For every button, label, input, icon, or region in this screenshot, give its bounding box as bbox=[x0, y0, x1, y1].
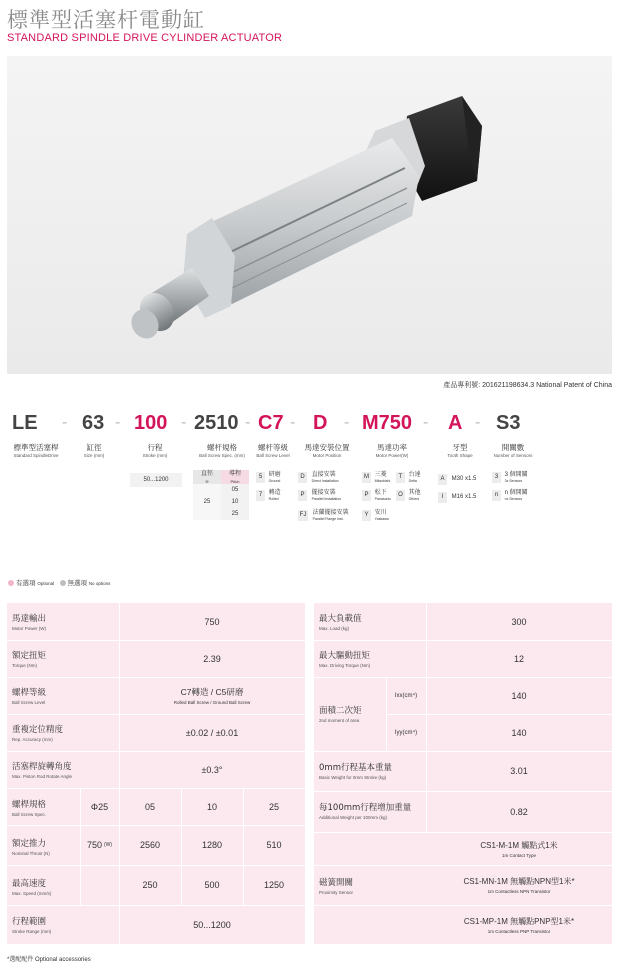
spec-table-left bbox=[7, 603, 305, 944]
seg-label-zh: 標準型活塞桿 bbox=[13, 443, 59, 452]
value-screw-level: C7轉造 / C5研磨 Rolled Ball Screw / Ground Ball Screw bbox=[173, 687, 251, 705]
code-dash: - bbox=[115, 414, 121, 431]
seg-label-en: Ball Screw Level bbox=[256, 453, 290, 458]
value-torque: 2.39 bbox=[203, 653, 221, 664]
screw-dia-value: 25 bbox=[193, 484, 221, 520]
seg-label-en: Size (mm) bbox=[83, 453, 105, 458]
motor-brand-option: Y 安川 Yaskawa bbox=[362, 510, 389, 522]
seg-label-zh: 馬達安裝位置 bbox=[304, 443, 350, 452]
label-moment: 面積二次矩 2nd moment of area bbox=[319, 706, 362, 723]
label-iyy: Iyy(cm⁴) bbox=[394, 729, 418, 736]
label-stroke-range: 行程範圍 Stroke Range (mm) bbox=[12, 917, 52, 934]
sensor-option: CS1-M-1M 觸點式1米 1m Contact Type bbox=[480, 840, 558, 858]
motor-position-option: P 擺接安裝 Parallel Installation bbox=[298, 490, 341, 502]
label-add-weight: 每100mm行程增加重量 Additional Weight per 100mm (kg) bbox=[319, 803, 412, 820]
code-sensors: S3 bbox=[496, 412, 521, 434]
screw-level-option: 7 轉造 Rolled bbox=[256, 490, 281, 502]
screw-dia-header: 直徑 Φ bbox=[193, 470, 221, 484]
label-screw-spec: 螺桿規格 Ball Screw Spec. bbox=[12, 800, 47, 817]
value-motor-power: 750 bbox=[204, 616, 220, 627]
code-screw-level: C7 bbox=[258, 412, 284, 434]
product-image bbox=[7, 56, 612, 374]
value-screw-pitch: 25 bbox=[268, 801, 279, 812]
label-accuracy: 重複定位精度 Rep. Accuracy (mm) bbox=[12, 725, 64, 742]
code-screw-spec bbox=[194, 412, 239, 435]
code-screw-spec-text: 2510 bbox=[194, 412, 239, 434]
label-max-torque: 最大驅動扭矩 Max. Driving Torque (Nm) bbox=[319, 651, 371, 668]
code-dash: - bbox=[245, 414, 251, 431]
tooth-option: I M16 x1.5 bbox=[438, 492, 476, 503]
value-basic-weight: 3.01 bbox=[510, 766, 528, 776]
optional-dot-icon bbox=[8, 580, 14, 586]
page-subtitle: STANDARD SPINDLE DRIVE CYLINDER ACTUATOR bbox=[7, 32, 283, 44]
label-max-load: 最大負載值 Max. Load (kg) bbox=[319, 614, 362, 631]
code-dash: - bbox=[475, 414, 481, 431]
value-screw-pitch: 05 bbox=[144, 801, 155, 812]
motor-position-option: D 直接安裝 Direct Installation bbox=[298, 472, 339, 484]
label-screw-level: 螺桿等級 Ball Screw Level bbox=[12, 688, 47, 705]
screw-level-option: 5 研磨 Ground bbox=[256, 472, 281, 484]
value-thrust: 2560 bbox=[139, 840, 161, 850]
value-rotate-angle: ±0.3° bbox=[201, 764, 223, 775]
value-speed: 500 bbox=[204, 880, 220, 890]
value-speed: 1250 bbox=[263, 880, 285, 890]
code-motor-power: M750 bbox=[362, 412, 413, 434]
tooth-option: A M30 x1.5 bbox=[438, 474, 476, 485]
value-ixx: 140 bbox=[511, 690, 527, 701]
code-stroke: 100 bbox=[134, 412, 168, 434]
seg-label-zh: 行程 bbox=[147, 443, 163, 452]
motor-brand-option: O 其他 Others bbox=[396, 490, 421, 502]
label-speed: 最高速度 Max. Speed (mm/s) bbox=[12, 879, 52, 896]
seg-label-en: Motor Power(W) bbox=[375, 453, 409, 458]
value-add-weight: 0.82 bbox=[510, 806, 528, 817]
value-max-load: 300 bbox=[511, 616, 527, 627]
value-max-torque: 12 bbox=[513, 653, 524, 664]
seg-label-en: Motor Position bbox=[312, 453, 342, 458]
footnote: *選配配件 Optional accessories bbox=[7, 957, 91, 963]
seg-label-en: Ball Screw Spec. (mm) bbox=[199, 453, 245, 458]
seg-label-en: Standard SpindleDrive bbox=[13, 453, 59, 458]
code-size: 63 bbox=[82, 412, 105, 434]
screw-pitch-values: 05 10 25 bbox=[221, 484, 249, 520]
screw-pitch-header: 導程 Pitch bbox=[221, 470, 249, 484]
code-dash: - bbox=[62, 414, 68, 431]
patent-number: 產品專利號: 201621198634.3 National Patent of China bbox=[443, 382, 612, 389]
seg-label-zh: 缸徑 bbox=[86, 443, 102, 452]
seg-label-zh: 開關數 bbox=[501, 443, 525, 452]
code-motor-position: D bbox=[313, 412, 328, 434]
code-tooth: A bbox=[448, 412, 463, 434]
label-thrust: 額定推力 Nominal Thrust (N) bbox=[12, 839, 50, 856]
value-screw-pitch: 10 bbox=[206, 801, 217, 812]
label-motor-power: 馬達輸出 Motor Power (W) bbox=[12, 614, 47, 631]
spec-table-right bbox=[314, 603, 612, 944]
value-stroke-range: 50...1200 bbox=[193, 919, 231, 930]
code-dash: - bbox=[344, 414, 350, 431]
seg-label-zh: 螺杆等級 bbox=[258, 443, 288, 452]
label-torque: 額定扭矩 Torque (Nm) bbox=[12, 651, 47, 668]
value-thrust-power: 750 (W) bbox=[86, 840, 113, 850]
sensor-option: CS1-MN-1M 無觸點NPN型1米* 1m Contactless NPN Transistor bbox=[463, 877, 575, 894]
label-rotate-angle: 活塞桿旋轉角度 Max. Piston Rod Rotate Angle bbox=[12, 762, 73, 779]
seg-label-en: Tooth Shape bbox=[447, 453, 473, 458]
seg-label-zh: 螺杆規格 bbox=[207, 443, 237, 452]
seg-label-en: Number of Sensors bbox=[493, 453, 533, 458]
seg-label-zh: 牙型 bbox=[452, 443, 468, 452]
options-legend: 有選項 Optional 無選項 No options bbox=[8, 578, 110, 587]
no-option-dot-icon bbox=[60, 580, 66, 586]
seg-label-zh: 馬達功率 bbox=[377, 443, 407, 452]
code-series: LE bbox=[12, 412, 38, 434]
motor-position-option: FJ 法蘭擺接安裝 Parallel Flange Inst. bbox=[299, 510, 349, 521]
sensor-count-option: 3 3 個開關 3x Sensors bbox=[492, 472, 528, 484]
motor-brand-option: T 台達 Delta bbox=[396, 472, 421, 484]
sensor-option: CS1-MP-1M 無觸點PNP型1米* 1m Contactless PNP Transistor bbox=[463, 916, 575, 934]
motor-brand-option: P 松下 Panasonic bbox=[362, 490, 391, 502]
value-thrust: 510 bbox=[266, 840, 282, 850]
value-thrust: 1280 bbox=[201, 840, 223, 850]
stroke-range-option: 50...1200 bbox=[130, 473, 182, 487]
value-iyy: 140 bbox=[511, 727, 527, 738]
seg-label-en: Stroke (mm) bbox=[142, 453, 168, 458]
label-ixx: Ixx(cm⁴) bbox=[394, 692, 418, 699]
label-proximity-sensor: 磁簧開關 Proximity Sensor bbox=[319, 878, 354, 895]
value-accuracy: ±0.02 / ±0.01 bbox=[185, 727, 239, 738]
sensor-count-option: n n 個開關 nx Sensors bbox=[492, 490, 528, 502]
page-title: 標準型活塞杆電動缸 bbox=[7, 8, 205, 32]
code-dash: - bbox=[423, 414, 429, 431]
motor-brand-option: M 三菱 Mitsubishi bbox=[364, 472, 391, 483]
value-screw-dia: Φ25 bbox=[90, 801, 109, 812]
label-basic-weight: 0mm行程基本重量 Basic Weight for 0mm Stroke (kg) bbox=[319, 763, 392, 780]
code-dash: - bbox=[181, 414, 187, 431]
screw-spec-options bbox=[193, 470, 249, 520]
value-speed: 250 bbox=[142, 880, 158, 890]
code-dash: - bbox=[290, 414, 296, 431]
